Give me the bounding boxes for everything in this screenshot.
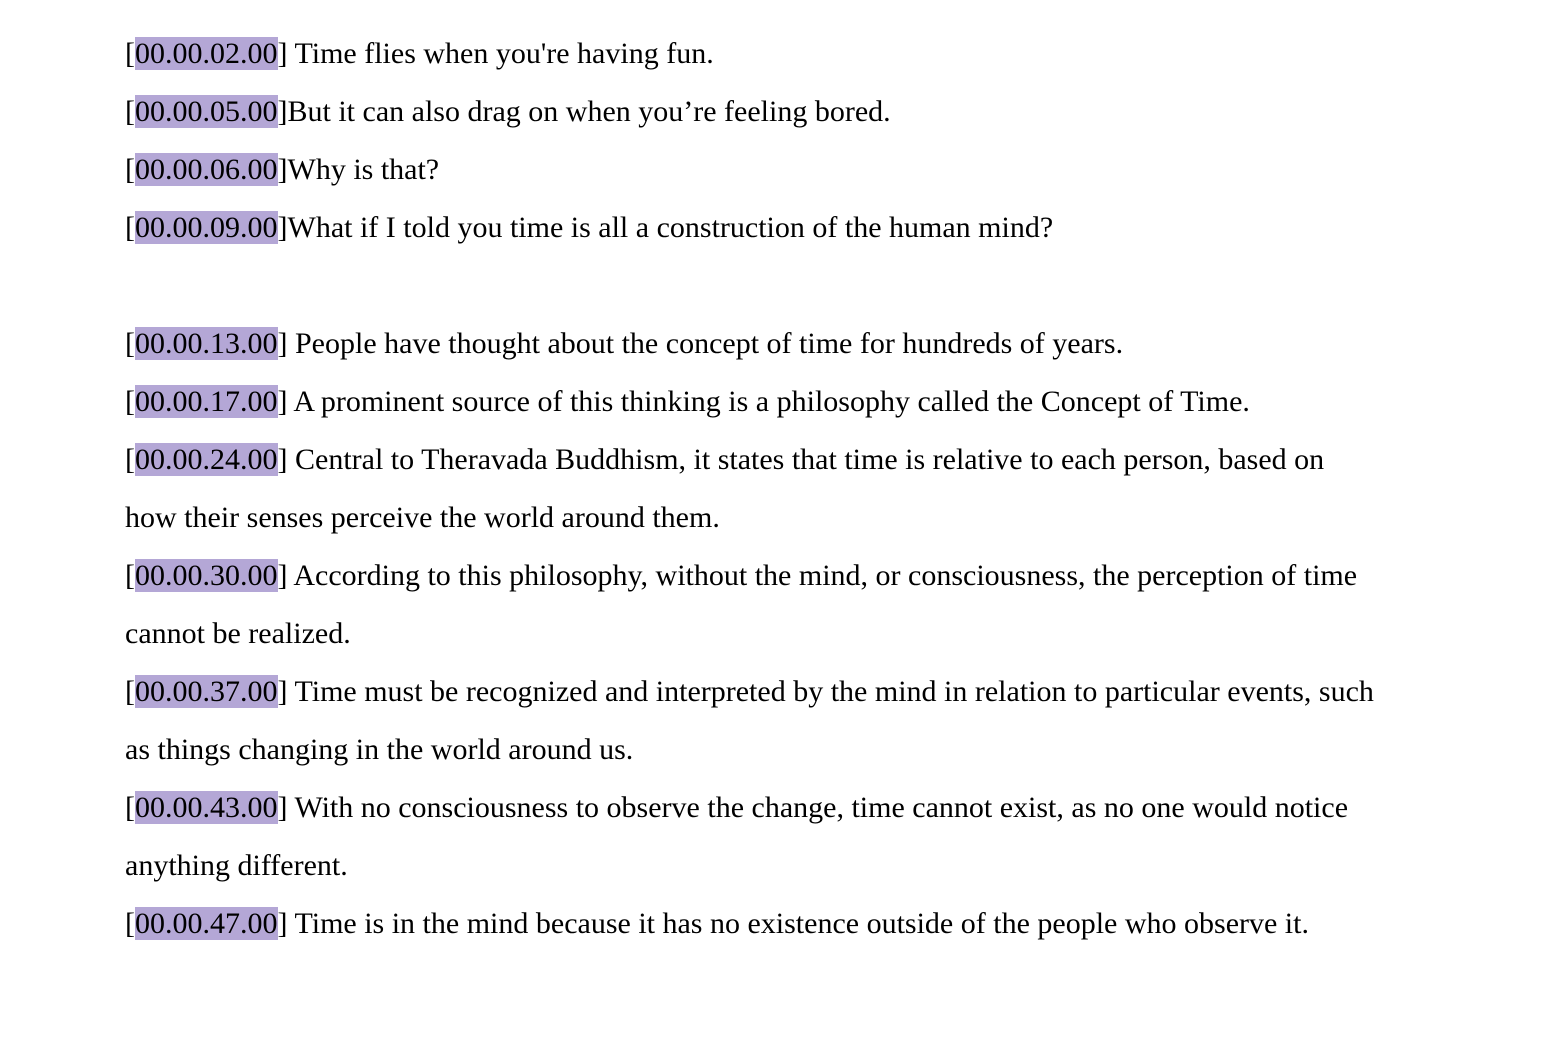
line-text: Central to Theravada Buddhism, it states that time is relative to each person, based on how their senses perceive the world around them. [125, 443, 1325, 534]
line-text: Time flies when you're having fun. [287, 37, 714, 70]
transcript-line[interactable]: [00.00.47.00] Time is in the mind because it has no existence outside of the people who observe it. [125, 907, 1309, 940]
transcript-line[interactable]: [00.00.13.00] People have thought about the concept of time for hundreds of years. [125, 327, 1124, 360]
transcript-line[interactable]: [00.00.17.00] A prominent source of this thinking is a philosophy called the Concept of Time. [125, 385, 1250, 418]
transcript-line[interactable]: [00.00.09.00]What if I told you time is all a construction of the human mind? [125, 211, 1054, 244]
transcript-line[interactable]: [00.00.24.00] Central to Theravada Buddhism, it states that time is relative to each person, based on how their senses perceive the world around them. [125, 443, 1325, 534]
timestamp-highlight: 00.00.05.00 [135, 95, 278, 128]
line-text: With no consciousness to observe the change, time cannot exist, as no one would notice anything different. [125, 791, 1349, 882]
line-text: What if I told you time is all a construction of the human mind? [287, 211, 1054, 244]
timestamp-highlight: 00.00.06.00 [135, 153, 278, 186]
paragraph-gap [125, 257, 1375, 315]
line-text: According to this philosophy, without the mind, or consciousness, the perception of time cannot be realized. [125, 559, 1358, 650]
timestamp-highlight: 00.00.37.00 [135, 675, 278, 708]
timestamp-highlight: 00.00.43.00 [135, 791, 278, 824]
transcript-line[interactable]: [00.00.02.00] Time flies when you're having fun. [125, 37, 714, 70]
transcript-line[interactable]: [00.00.05.00]But it can also drag on when you’re feeling bored. [125, 95, 891, 128]
transcript-line[interactable]: [00.00.37.00] Time must be recognized and interpreted by the mind in relation to particular events, such as things changing in the world around us. [125, 675, 1374, 766]
timestamp-highlight: 00.00.30.00 [135, 559, 278, 592]
line-text: But it can also drag on when you’re feeling bored. [287, 95, 891, 128]
timestamp-highlight: 00.00.02.00 [135, 37, 278, 70]
transcript-line[interactable]: [00.00.30.00] According to this philosophy, without the mind, or consciousness, the perception of time cannot be realized. [125, 559, 1358, 650]
line-text: Time is in the mind because it has no existence outside of the people who observe it. [287, 907, 1309, 940]
transcript-line[interactable]: [00.00.06.00]Why is that? [125, 153, 440, 186]
timestamp-highlight: 00.00.17.00 [135, 385, 278, 418]
line-text: People have thought about the concept of time for hundreds of years. [287, 327, 1124, 360]
line-text: A prominent source of this thinking is a philosophy called the Concept of Time. [287, 385, 1250, 418]
timestamp-highlight: 00.00.24.00 [135, 443, 278, 476]
timestamp-highlight: 00.00.13.00 [135, 327, 278, 360]
line-text: Why is that? [287, 153, 440, 186]
timestamp-highlight: 00.00.47.00 [135, 907, 278, 940]
transcript-line[interactable]: [00.00.43.00] With no consciousness to observe the change, time cannot exist, as no one would notice anything different. [125, 791, 1349, 882]
transcript-document [125, 25, 1375, 953]
timestamp-highlight: 00.00.09.00 [135, 211, 278, 244]
line-text: Time must be recognized and interpreted by the mind in relation to particular events, such as things changing in the world around us. [125, 675, 1374, 766]
